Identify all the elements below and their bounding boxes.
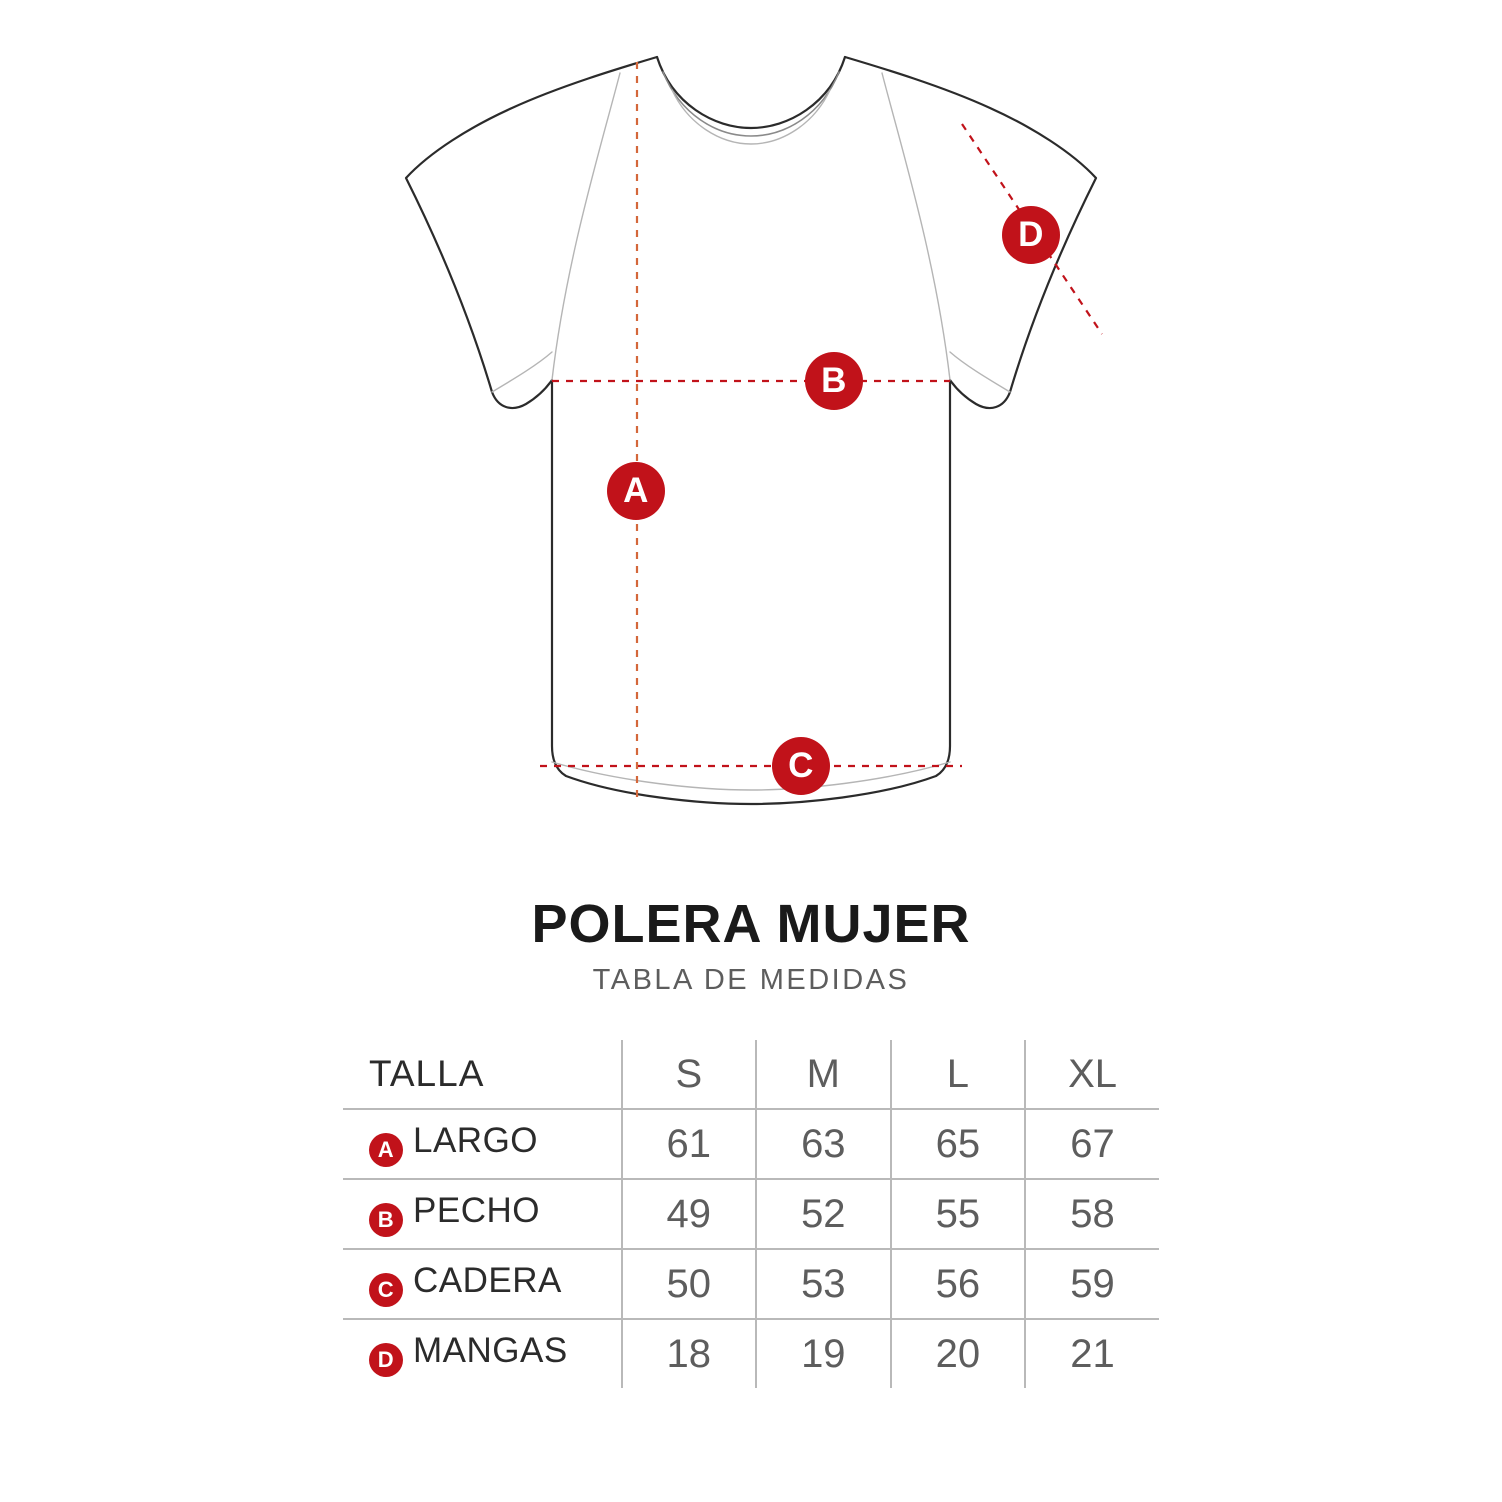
header-size-xl: XL (1025, 1040, 1159, 1109)
row-label-pecho-text: PECHO (413, 1191, 540, 1230)
header-size-m: M (756, 1040, 891, 1109)
cell-pecho-s: 49 (622, 1179, 757, 1249)
table-row (343, 1109, 1159, 1179)
cell-cadera-s: 50 (622, 1249, 757, 1319)
marker-b-letter: B (821, 361, 847, 400)
badge-b: B (369, 1203, 403, 1237)
page-subtitle: TABLA DE MEDIDAS (592, 964, 910, 997)
row-label-mangas (343, 1319, 622, 1388)
cell-cadera-l: 56 (891, 1249, 1026, 1319)
cell-cadera-xl: 59 (1025, 1249, 1159, 1319)
badge-d: D (369, 1343, 403, 1377)
cell-largo-s: 61 (622, 1109, 757, 1179)
marker-a-letter: A (623, 471, 649, 510)
marker-d (1002, 206, 1060, 264)
row-label-largo-text: LARGO (413, 1121, 539, 1160)
cell-mangas-s: 18 (622, 1319, 757, 1388)
table-header-row (343, 1040, 1159, 1109)
cell-cadera-m: 53 (756, 1249, 891, 1319)
title-block (0, 895, 1502, 997)
row-label-cadera-text: CADERA (413, 1261, 562, 1300)
row-label-largo (343, 1109, 622, 1179)
cell-mangas-xl: 21 (1070, 1331, 1115, 1376)
page-title: POLERA MUJER (531, 894, 971, 954)
cell-largo-xl: 67 (1025, 1109, 1159, 1179)
table-row (343, 1249, 1159, 1319)
row-label-cadera (343, 1249, 622, 1319)
table-row (343, 1319, 1159, 1388)
badge-c: C (369, 1273, 403, 1307)
header-size-s: S (622, 1040, 757, 1109)
header-size-l: L (891, 1040, 1026, 1109)
marker-a (607, 462, 665, 520)
header-talla: TALLA (343, 1040, 622, 1109)
badge-a: A (369, 1133, 403, 1167)
cell-largo-m: 63 (756, 1109, 891, 1179)
marker-c (772, 737, 830, 795)
cell-mangas-l: 20 (891, 1319, 1026, 1388)
row-label-mangas-text: MANGAS (413, 1331, 568, 1370)
marker-d-letter: D (1018, 215, 1044, 254)
row-label-pecho (343, 1179, 622, 1249)
cell-mangas-m: 19 (756, 1319, 891, 1388)
marker-b (805, 352, 863, 410)
size-table (343, 1040, 1159, 1388)
marker-c-letter: C (788, 746, 814, 785)
cell-pecho-m: 52 (756, 1179, 891, 1249)
table-row (343, 1179, 1159, 1249)
cell-pecho-l: 55 (891, 1179, 1026, 1249)
cell-pecho-xl: 58 (1025, 1179, 1159, 1249)
cell-largo-l: 65 (891, 1109, 1026, 1179)
